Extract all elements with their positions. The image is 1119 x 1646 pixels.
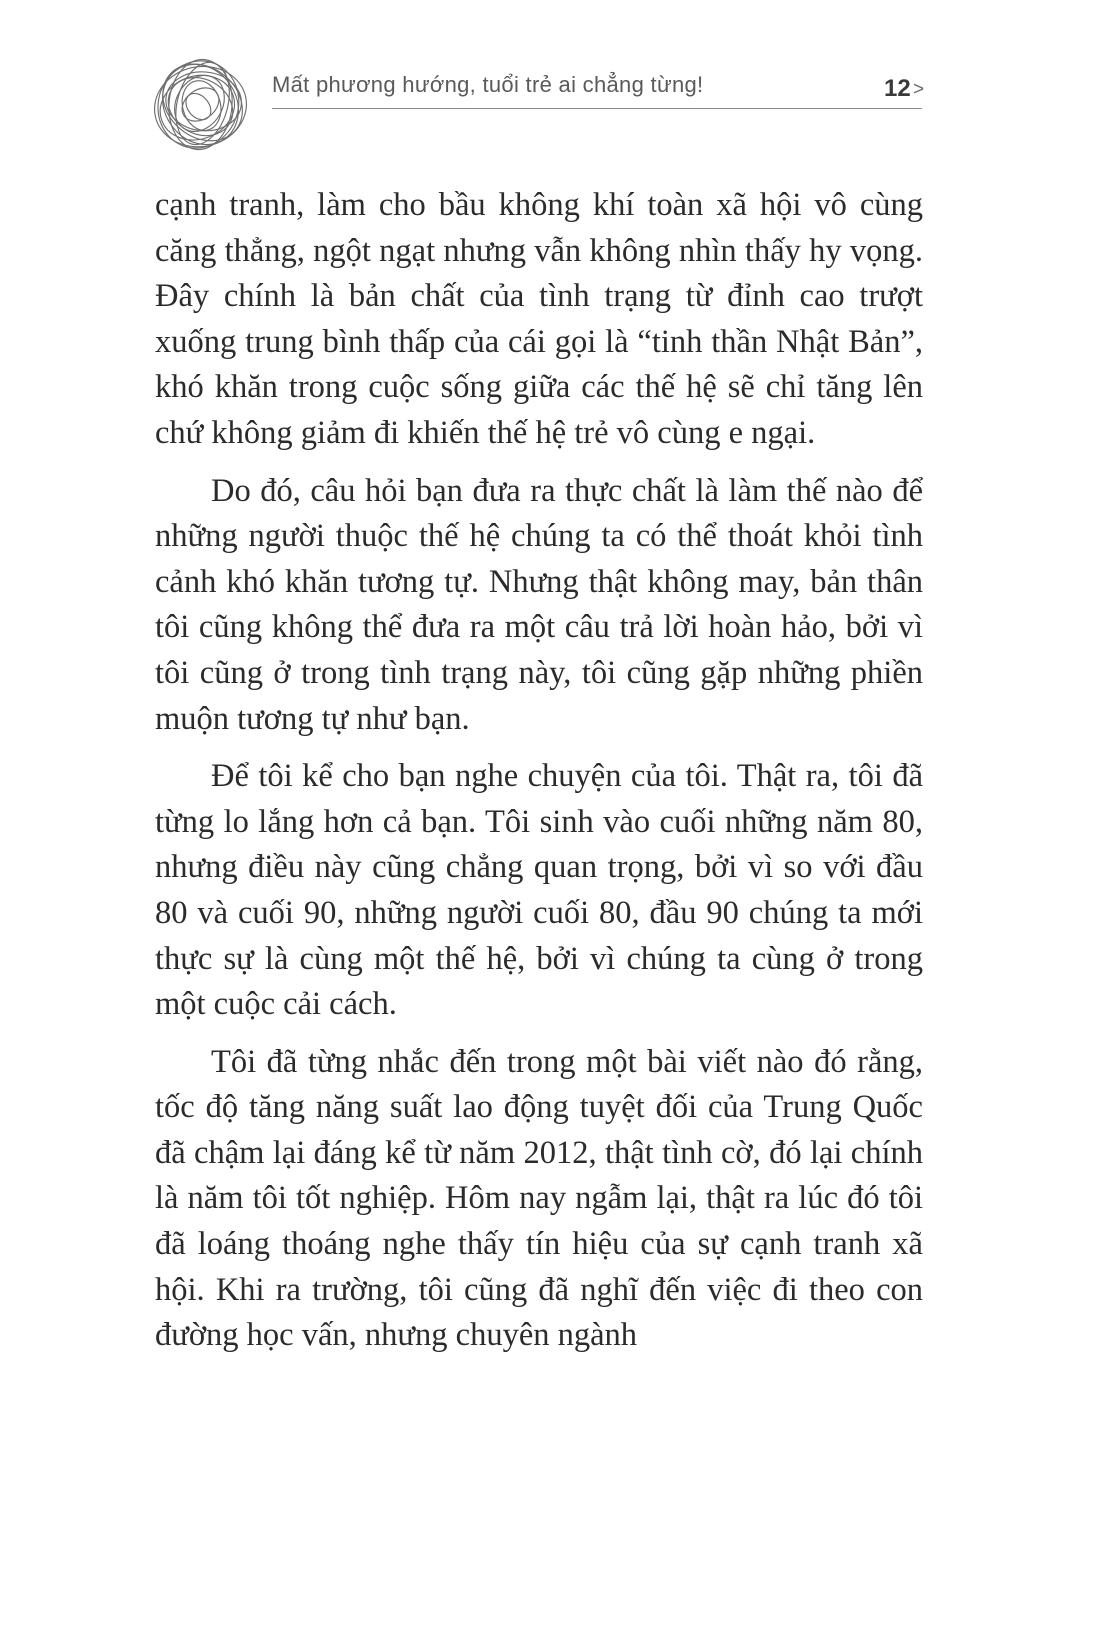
paragraph-3: Để tôi kể cho bạn nghe chuyện của tôi. Thật ra, tôi đã từng lo lắng hơn cả bạn. Tôi sinh vào cuối những năm 80, nhưng điều này cũng chẳng quan trọng, bởi vì so với đầu 80 và cuối 90, những người cuối 80, đầu 90 chúng ta mới thực sự là cùng một thế hệ, bởi vì chúng ta cùng ở trong một cuộc cải cách.	[155, 758, 923, 1023]
body-text	[155, 183, 923, 1359]
page-arrow-icon: >	[913, 79, 925, 100]
paragraph-4: Tôi đã từng nhắc đến trong một bài viết nào đó rằng, tốc độ tăng năng suất lao động tuyệt đối của Trung Quốc đã chậm lại đáng kể từ năm 2012, thật tình cờ, đó lại chính là năm tôi tốt nghiệp. Hôm nay ngẫm lại, thật ra lúc đó tôi đã loáng thoáng nghe thấy tín hiệu của sự cạnh tranh xã hội. Khi ra trường, tôi cũng đã nghĩ đến việc đi theo con đường học vấn, nhưng chuyên ngành	[155, 1043, 923, 1354]
page-number: 12	[884, 75, 911, 102]
paragraph-1: cạnh tranh, làm cho bầu không khí toàn xã hội vô cùng căng thẳng, ngột ngạt nhưng vẫn không nhìn thấy hy vọng. Đây chính là bản chất của tình trạng từ đỉnh cao trượt xuống trung bình thấp của cái gọi là “tinh thần Nhật Bản”, khó khăn trong cuộc sống giữa các thế hệ sẽ chỉ tăng lên chứ không giảm đi khiến thế hệ trẻ vô cùng e ngại.	[155, 187, 923, 451]
running-header	[0, 0, 1119, 160]
paragraph-2: Do đó, câu hỏi bạn đưa ra thực chất là làm thế nào để những người thuộc thế hệ chúng ta có thể thoát khỏi tình cảnh khó khăn tương tự. Nhưng thật không may, bản thân tôi cũng không thể đưa ra một câu trả lời hoàn hảo, bởi vì tôi cũng ở trong tình trạng này, tôi cũng gặp những phiền muộn tương tự như bạn.	[155, 472, 923, 737]
header-divider	[272, 108, 922, 109]
scribble-icon	[148, 52, 253, 157]
running-header-title: Mất phương hướng, tuổi trẻ ai chẳng từng!	[272, 72, 704, 97]
